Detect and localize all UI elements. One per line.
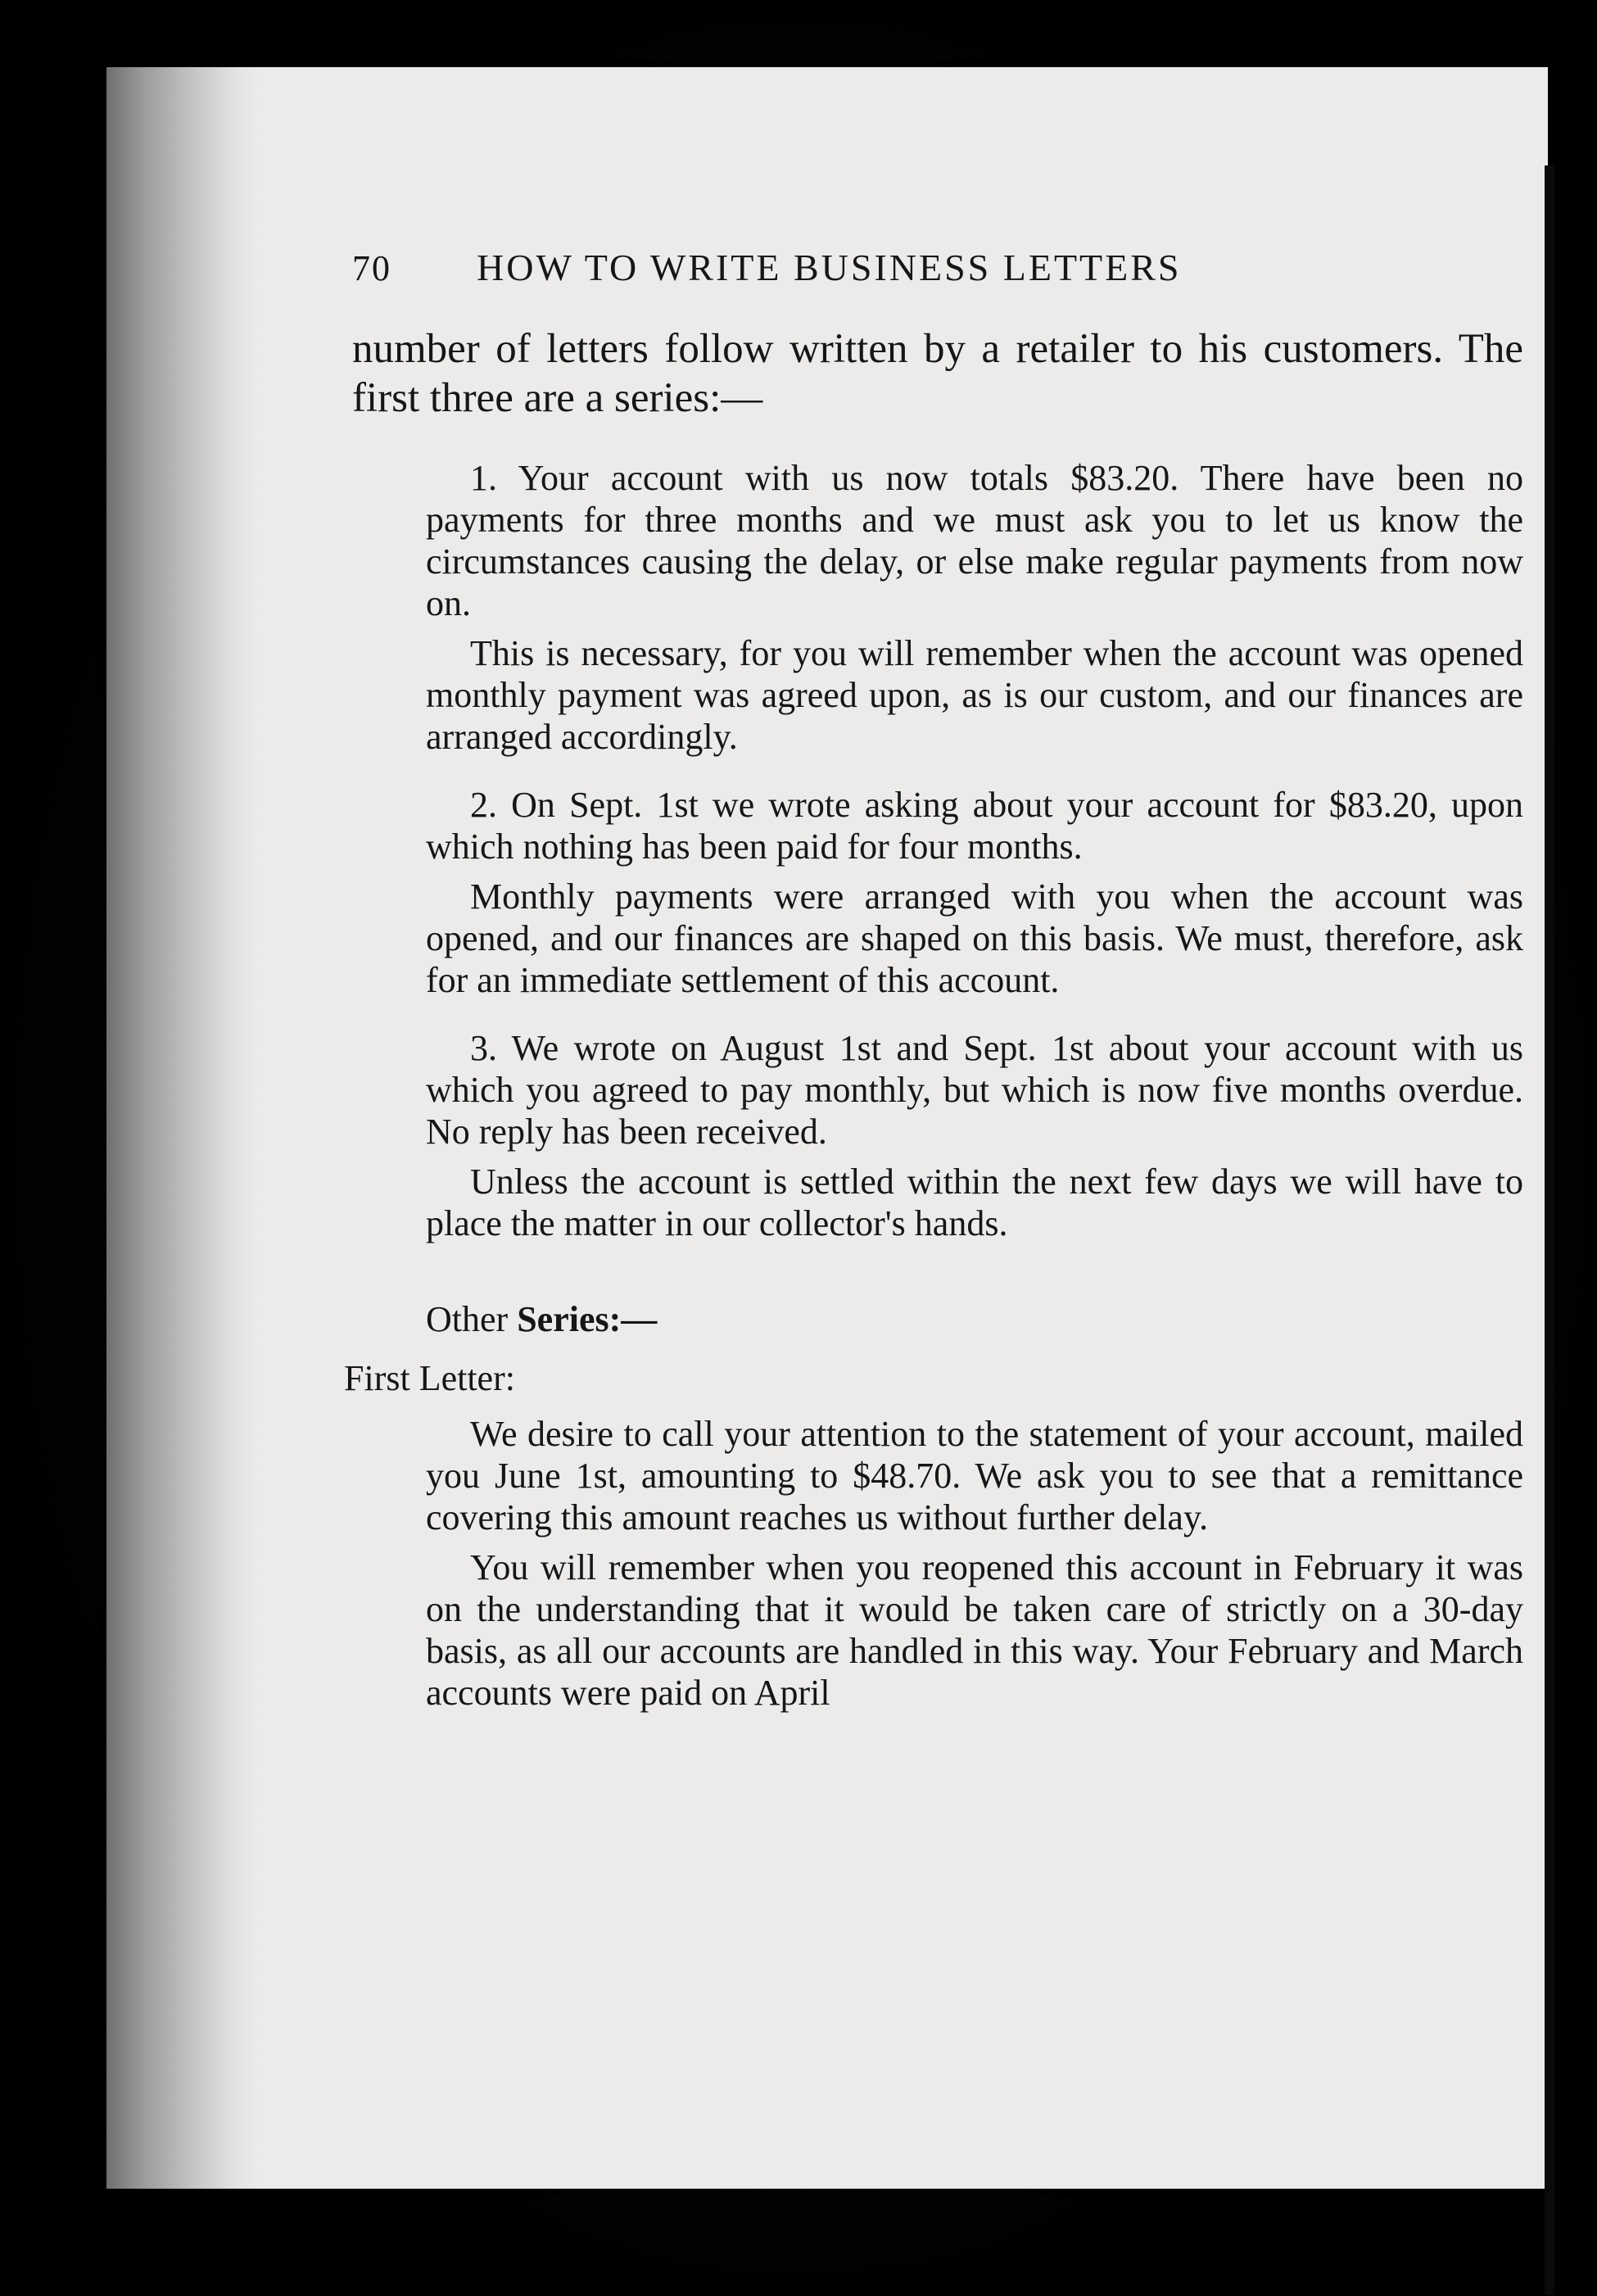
series-letter-1 <box>426 457 1523 758</box>
letter-paragraph: Monthly payments were arranged with you when the account was opened, and our finances are shaped on this basis. We must, therefore, ask for an immediate settlement of this account. <box>426 876 1523 1000</box>
page-number: 70 <box>352 248 391 288</box>
page-content <box>344 246 1523 1722</box>
first-letter-body <box>352 1413 1523 1714</box>
heading-plain: Other <box>426 1299 509 1339</box>
running-head <box>352 246 1523 303</box>
series-letters <box>352 457 1523 1244</box>
letter-paragraph: This is necessary, for you will remember when the account was opened monthly payment was agreed upon, as is our custom, and our finances are arranged accordingly. <box>426 633 1523 757</box>
running-title: HOW TO WRITE BUSINESS LETTERS <box>477 247 1182 288</box>
heading-bold: Series:— <box>517 1299 658 1339</box>
other-series-heading <box>426 1295 1523 1344</box>
page-edge <box>1545 165 1554 2295</box>
letter-paragraph: You will remember when you reopened this account in February it was on the understanding that it would be taken care of strictly on a 30-day basis, as all our accounts are handled in this way. Your February and March accounts were paid on April <box>426 1547 1523 1713</box>
letter-paragraph: Unless the account is settled within the next few days we will have to place the matter in our collector's hands. <box>426 1162 1523 1243</box>
letter-paragraph: 1. Your account with us now totals $83.20. There have been no payments for three months and we must ask you to let us know the circumstances causing the delay, or else make regular payments from now on. <box>426 458 1523 623</box>
series-letter-2 <box>426 784 1523 1001</box>
series-letter-3 <box>426 1027 1523 1244</box>
first-letter-label: First Letter: <box>344 1358 515 1398</box>
intro-paragraph: number of letters follow written by a retailer to his customers. The first three are a series:— <box>352 326 1523 421</box>
letter-paragraph: 3. We wrote on August 1st and Sept. 1st about your account with us which you agreed to pay monthly, but which is now five months overdue. No reply has been received. <box>426 1028 1523 1152</box>
letter-paragraph: 2. On Sept. 1st we wrote asking about your account for $83.20, upon which nothing has been paid for four months. <box>426 785 1523 867</box>
letter-paragraph: We desire to call your attention to the statement of your account, mailed you June 1st, amounting to $48.70. We ask you to see that a remittance covering this amount reaches us without further delay. <box>426 1414 1523 1537</box>
page-gutter-shadow <box>106 67 258 2189</box>
